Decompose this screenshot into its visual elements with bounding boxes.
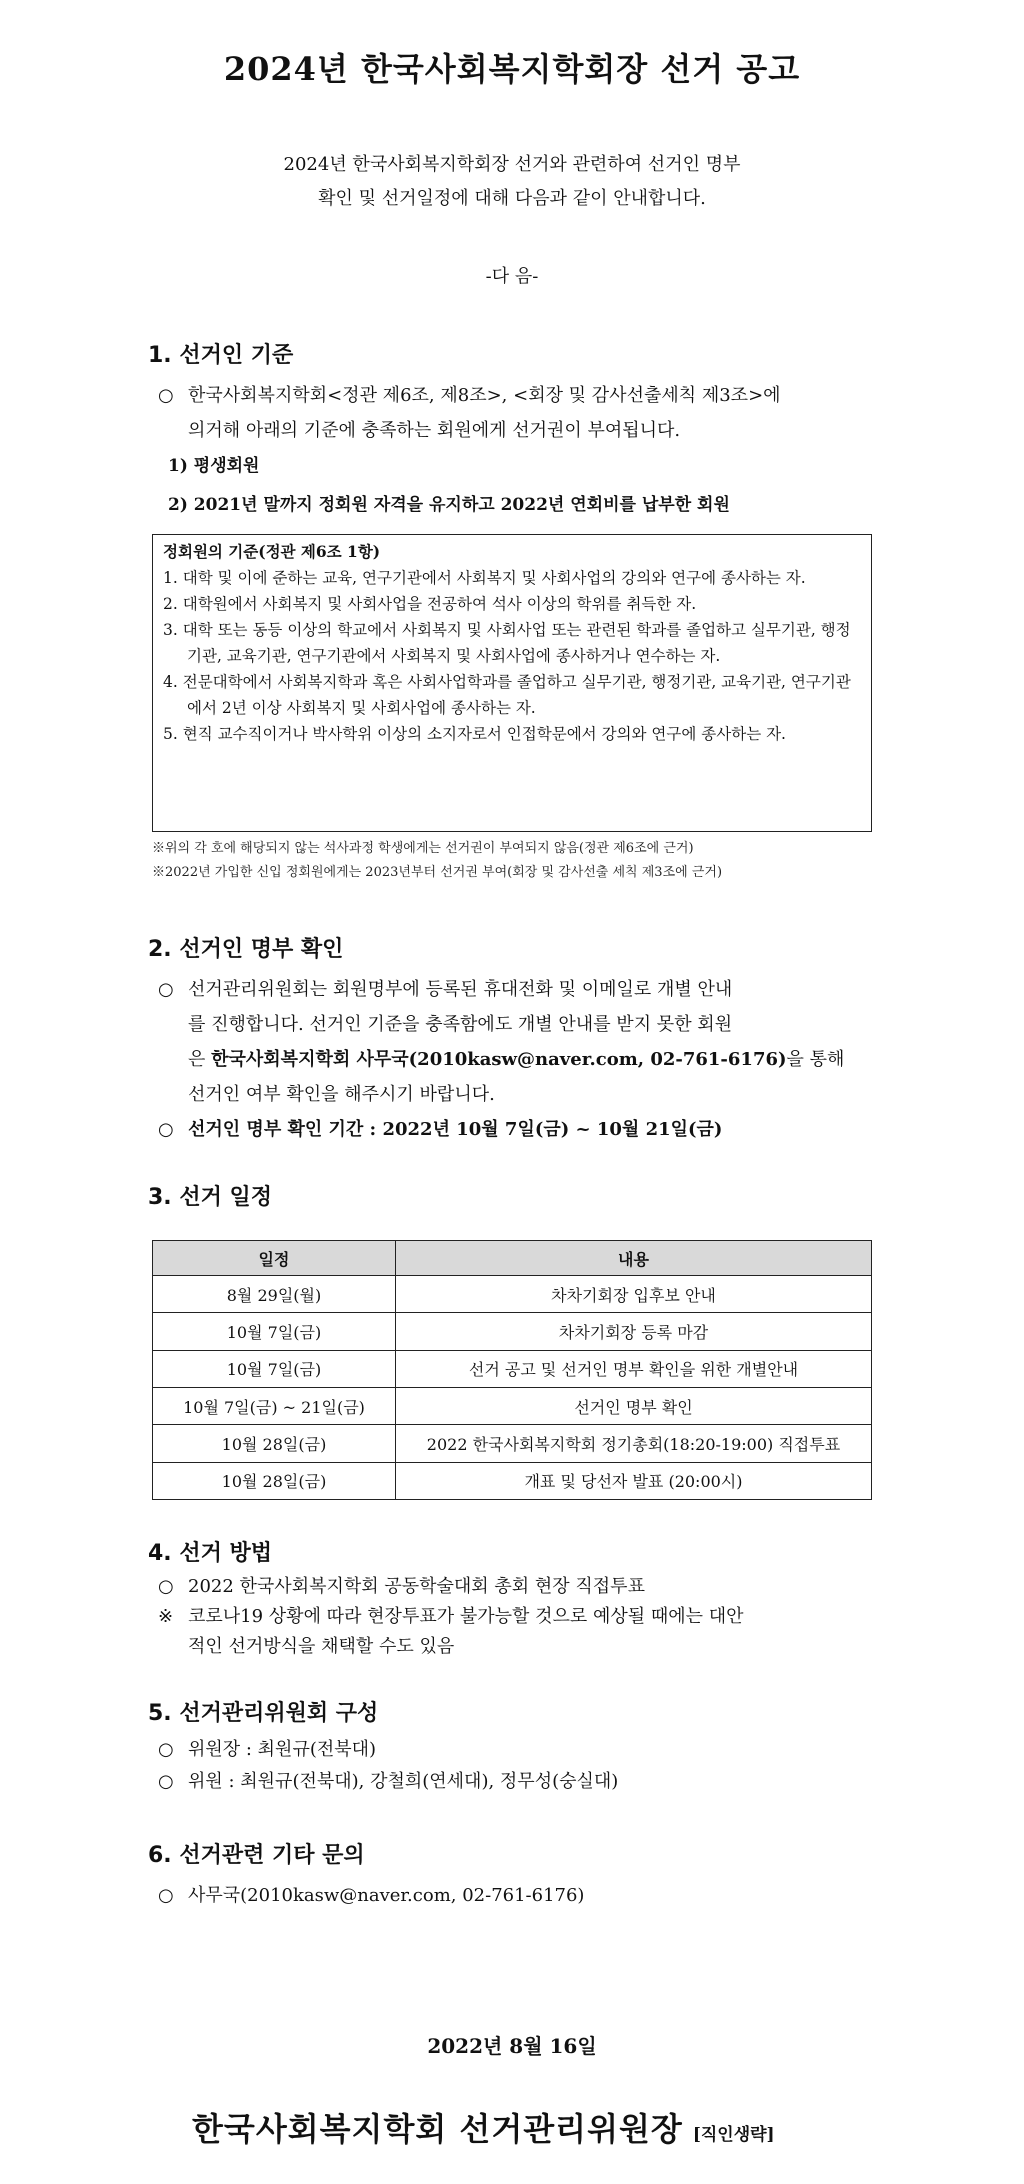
note-mark-icon: ※: [158, 1606, 174, 1627]
schedule-content: 차차기회장 입후보 안내: [396, 1276, 872, 1313]
intro-line-1: 2024년 한국사회복지학회장 선거와 관련하여 선거인 명부: [283, 154, 741, 175]
circle-bullet-icon: ○: [158, 1739, 174, 1760]
criteria-item: 1. 대학 및 이에 준하는 교육, 연구기관에서 사회복지 및 사회사업의 강의와 연구에 종사하는 자.: [163, 569, 806, 587]
committee-chair: 위원장 : 최원규(전북대): [188, 1739, 377, 1760]
column-header-content: 내용: [396, 1241, 872, 1276]
circle-bullet-icon: ○: [158, 1576, 174, 1597]
page-title: 2024년 한국사회복지학회장 선거 공고: [223, 50, 801, 88]
schedule-date: 8월 29일(월): [153, 1276, 396, 1313]
secretariat-contact: 한국사회복지학회 사무국(2010kasw@naver.com, 02-761-6176): [211, 1049, 787, 1070]
criteria-box-title: 정회원의 기준(정관 제6조 1항): [163, 542, 381, 561]
section-5-heading: 5. 선거관리위원회 구성: [148, 1701, 379, 1726]
table-row: [153, 1387, 872, 1424]
section-6-heading: 6. 선거관련 기타 문의: [148, 1843, 365, 1868]
criteria-item: 4. 전문대학에서 사회복지학과 혹은 사회사업학과를 졸업하고 실무기관, 행정기관, 교육기관, 연구기관에서 2년 이상 사회복지 및 사회사업에 종사하는 자.: [163, 673, 851, 717]
section-6-paragraph: [158, 1878, 878, 1913]
schedule-content: 개표 및 당선자 발표 (20:00시): [396, 1462, 872, 1499]
schedule-content: 차차기회장 등록 마감: [396, 1313, 872, 1350]
committee-members: 위원 : 최원규(전북대), 강철희(연세대), 정무성(숭실대): [188, 1771, 619, 1792]
criteria-lifetime-member: 1) 평생회원: [168, 456, 260, 476]
signer: [192, 2104, 775, 2150]
table-header-row: [153, 1241, 872, 1276]
schedule-content: 2022 한국사회복지학회 정기총회(18:20-19:00) 직접투표: [396, 1425, 872, 1462]
section-1-paragraph: ○ 한국사회복지학회<정관 제6조, 제8조>, <회장 및 감사선출세칙 제3조>에 의거해 아래의 기준에 충족하는 회원에게 선거권이 부여됩니다.: [158, 378, 878, 448]
da-eum-divider: -다 음-: [485, 266, 539, 287]
section-4-paragraph: ○ 2022 한국사회복지학회 공동학술대회 총회 현장 직접투표 ※ 코로나19 상황에 따라 현장투표가 불가능할 것으로 예상될 때에는 대안 적인 선거방식을 채택할 수도 있음: [158, 1572, 878, 1662]
circle-bullet-icon: ○: [158, 1119, 174, 1140]
schedule-date: 10월 28일(금): [153, 1425, 396, 1462]
seal-omitted: [직인생략]: [692, 2125, 775, 2145]
section-4-heading: 4. 선거 방법: [148, 1541, 272, 1566]
schedule-date: 10월 7일(금): [153, 1350, 396, 1387]
schedule-date: 10월 7일(금): [153, 1313, 396, 1350]
section-1-note-2: ※2022년 가입한 신입 정회원에게는 2023년부터 선거권 부여(회장 및 감사선출 세칙 제3조에 근거): [152, 865, 723, 880]
section-1-heading: 1. 선거인 기준: [148, 343, 294, 368]
column-header-date: 일정: [153, 1241, 396, 1276]
table-row: [153, 1350, 872, 1387]
regular-member-criteria-box: [152, 534, 872, 832]
schedule-content: 선거인 명부 확인: [396, 1387, 872, 1424]
election-schedule-table: [152, 1240, 872, 1500]
schedule-date: 10월 28일(금): [153, 1462, 396, 1499]
criteria-regular-member: 2) 2021년 말까지 정회원 자격을 유지하고 2022년 연회비를 납부한 회원: [168, 495, 730, 515]
section-5-paragraph: [158, 1734, 878, 1798]
criteria-item: 2. 대학원에서 사회복지 및 사회사업을 전공하여 석사 이상의 학위를 취득한 자.: [163, 595, 697, 613]
schedule-date: 10월 7일(금) ~ 21일(금): [153, 1387, 396, 1424]
notice-date: 2022년 8월 16일: [427, 2034, 597, 2058]
circle-bullet-icon: ○: [158, 1771, 174, 1792]
section-2-heading: 2. 선거인 명부 확인: [148, 937, 344, 962]
section-3-heading: 3. 선거 일정: [148, 1185, 272, 1210]
table-row: [153, 1313, 872, 1350]
section-2-paragraph: ○ 선거관리위원회는 회원명부에 등록된 휴대전화 및 이메일로 개별 안내 를 진행합니다. 선거인 기준을 충족함에도 개별 안내를 받지 못한 회원 은 한국사회복지학회 사무국(2010kasw@naver.com, 02-761-6176)을 통해 선거인 여부 확인을 해주시기 바랍니다.: [158, 972, 878, 1112]
table-row: [153, 1276, 872, 1313]
table-row: [153, 1462, 872, 1499]
intro-text: [0, 148, 1024, 216]
voter-list-check-period: ○ 선거인 명부 확인 기간 : 2022년 10월 7일(금) ~ 10월 21일(금): [158, 1112, 878, 1147]
circle-bullet-icon: ○: [158, 1885, 174, 1906]
table-row: [153, 1425, 872, 1462]
signer-title: 한국사회복지학회 선거관리위원장: [192, 2110, 683, 2148]
section-1-note-1: ※위의 각 호에 해당되지 않는 석사과정 학생에게는 선거권이 부여되지 않음(정관 제6조에 근거): [152, 841, 694, 856]
circle-bullet-icon: ○: [158, 979, 174, 1000]
criteria-item: 3. 대학 또는 동등 이상의 학교에서 사회복지 및 사회사업 또는 관련된 학과를 졸업하고 실무기관, 행정기관, 교육기관, 연구기관에서 사회복지 및 사회사업에 종사하거나 연수하는 자.: [163, 621, 851, 665]
schedule-content: 선거 공고 및 선거인 명부 확인을 위한 개별안내: [396, 1350, 872, 1387]
criteria-item: 5. 현직 교수직이거나 박사학위 이상의 소지자로서 인접학문에서 강의와 연구에 종사하는 자.: [163, 725, 786, 743]
intro-line-2: 확인 및 선거일정에 대해 다음과 같이 안내합니다.: [318, 188, 706, 209]
inquiry-contact: 사무국(2010kasw@naver.com, 02-761-6176): [188, 1885, 585, 1906]
circle-bullet-icon: ○: [158, 385, 174, 406]
